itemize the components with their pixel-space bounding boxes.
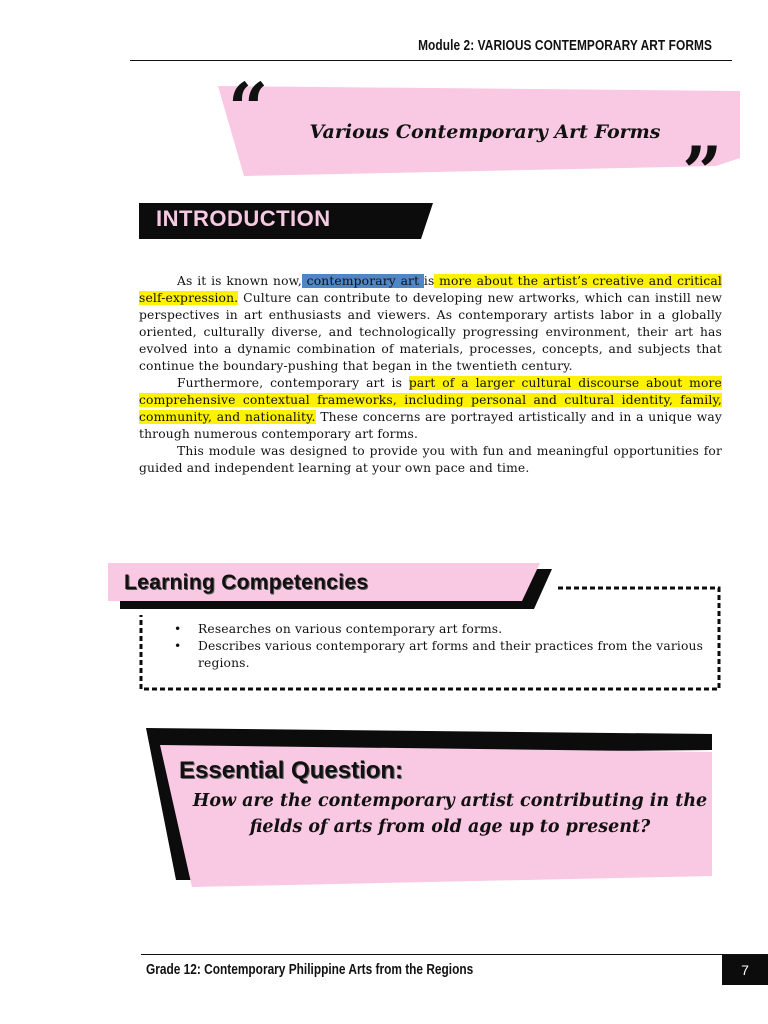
intro-p2-text: These concerns are portrayed artistically and in a unique way through numerous contemporary art forms. (139, 410, 722, 441)
essential-question-text: How are the contemporary artist contributing in the fields of arts from old age up to present? (192, 791, 708, 837)
introduction-paragraph-2 (139, 375, 722, 443)
footer-rule (141, 954, 768, 955)
intro-p1-yellow-highlight: more about the artist’s creative and critical self-expression. (139, 274, 722, 305)
intro-p2-yellow-highlight: part of a larger cultural discourse about more comprehensive contextual frameworks, including personal and cultural identity, family, community, and nationality. (139, 376, 722, 424)
open-quote-mark: “ (228, 67, 269, 150)
module-title: Module 2: VARIOUS CONTEMPORARY ART FORMS (418, 38, 712, 54)
intro-p1-blue-highlight: contemporary art (301, 274, 424, 288)
intro-p1-text: As it is known now, (177, 274, 302, 288)
intro-p2-text: Furthermore, contemporary art is (177, 376, 409, 390)
learning-competencies-heading: Learning Competencies (124, 571, 369, 594)
intro-p1-text: is (423, 274, 435, 288)
list-item: • Describes various contemporary art forms and their practices from the various regions. (172, 638, 706, 672)
essential-question-heading: Essential Question: (179, 757, 404, 784)
intro-p1-text: Culture can contribute to developing new artworks, which can instill new perspectives in art enthusiasts and viewers. As contemporary artists labor in a globally oriented, culturally diverse, and technologically progressing environment, their art has evolved into a dynamic combination of materials, processes, concepts, and subjects that continue the boundary-pushing that began in the twentieth century. (139, 291, 722, 373)
competencies-list (172, 621, 706, 672)
footer-title: Grade 12: Contemporary Philippine Arts from the Regions (146, 962, 474, 978)
page-title: Various Contemporary Art Forms (309, 121, 661, 143)
introduction-heading: INTRODUCTION (156, 206, 331, 231)
introduction-paragraph-3: This module was designed to provide you with fun and meaningful opportunities for guided and independent learning at your own pace and time. (139, 444, 722, 475)
introduction-body (139, 273, 722, 477)
page-number: 7 (722, 955, 768, 985)
list-item: • Researches on various contemporary art forms. (172, 621, 706, 638)
close-quote-mark: ” (682, 131, 723, 214)
introduction-paragraph-1 (139, 273, 722, 375)
